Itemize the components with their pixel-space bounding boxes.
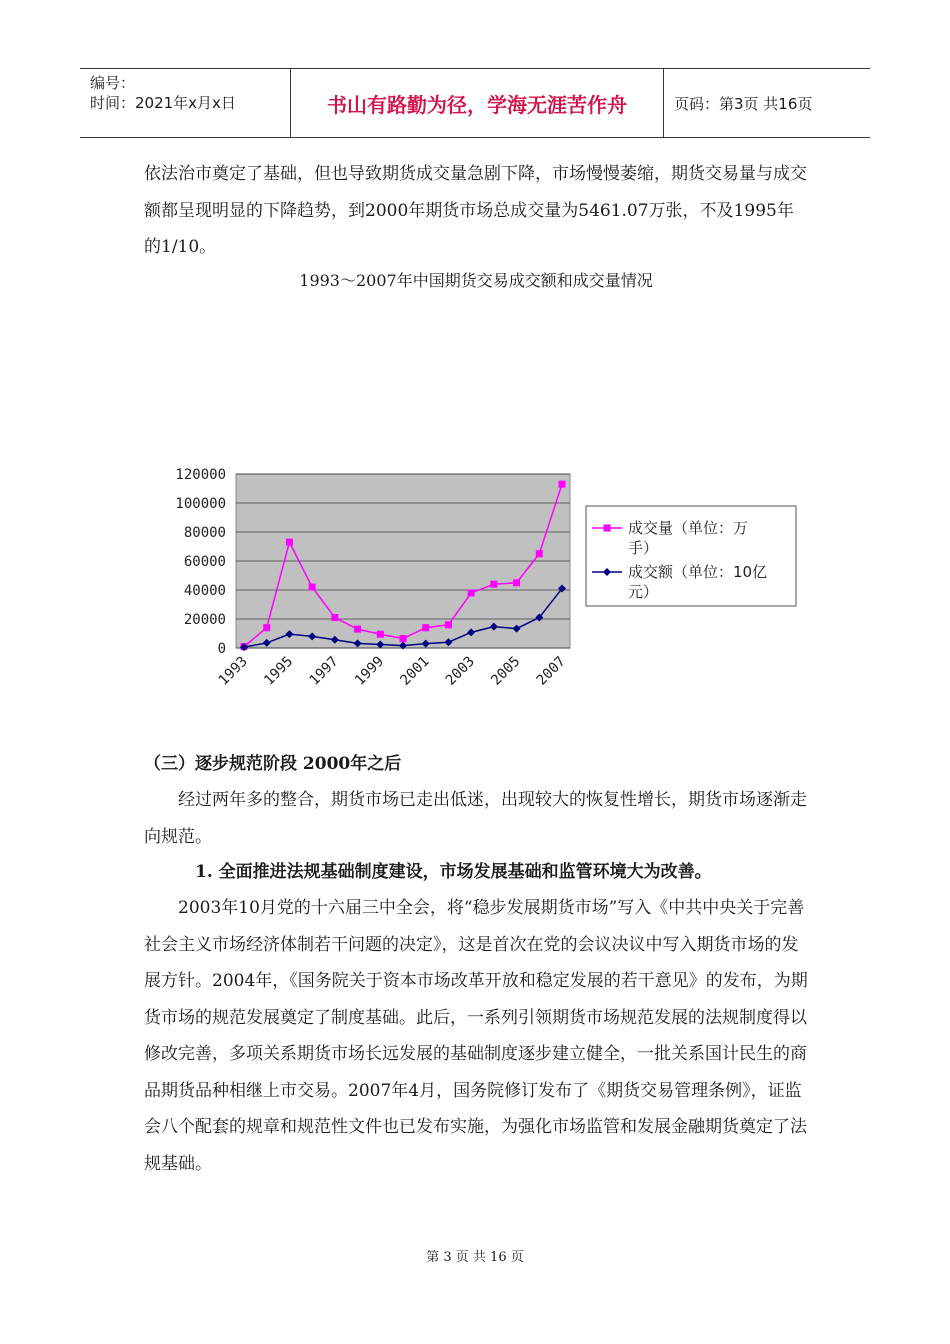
page-header — [80, 68, 870, 138]
legend-label-cont: 手） — [628, 539, 659, 557]
y-tick-labels — [175, 467, 226, 657]
legend-label-cont: 元） — [628, 583, 659, 601]
x-tick-label: 1999 — [351, 653, 388, 689]
legend-label: 成交额（单位：10亿 — [628, 563, 768, 581]
x-tick-label: 2001 — [397, 653, 433, 689]
data-point — [559, 481, 566, 488]
page-footer: 第 3 页 共 16 页 — [426, 1250, 524, 1265]
x-tick-label: 2005 — [488, 653, 524, 689]
paragraph-1: 依法治市奠定了基础，但也导致期货成交量急剧下降，市场慢慢萎缩，期货交易量与成交额都呈现明显的下降趋势，到2000年期货市场总成交量为5461.07万张，不及1995年的1/10。 — [144, 164, 807, 257]
y-tick-label: 120000 — [175, 467, 226, 483]
x-tick-label: 1997 — [306, 653, 342, 689]
chart-caption: 1993～2007年中国期货交易成交额和成交量情况 — [299, 271, 653, 290]
y-tick-label: 40000 — [183, 583, 226, 599]
data-point — [468, 589, 475, 596]
y-tick-label: 100000 — [175, 496, 226, 512]
section-3-heading: （三）逐步规范阶段 2000年之后 — [144, 754, 402, 774]
data-point — [536, 550, 543, 557]
x-tick-label: 1995 — [261, 653, 297, 689]
x-tick-label: 2007 — [533, 653, 569, 689]
paragraph-3: 2003年10月党的十六届三中全会，将“稳步发展期货市场”写入《中共中央关于完善社会主义市场经济体制若干问题的决定》，这是首次在党的会议决议中写入期货市场的发展方针。2004年，《国务院关于资本市场改革开放和稳定发展的若干意见》的发布，为期货市场的规范发展奠定了制度基础。此后，一系列引领期货市场规范发展的法规制度得以修改完善，多项关系期货市场长远发展的基础制度逐步建立健全，一批关系国计民生的商品期货品种相继上市交易。2007年4月，国务院修订发布了《期货交易管理条例》，证监会八个配套的规章和规范性文件也已发布实施，为强化市场监管和发展金融期货奠定了法规基础。 — [144, 898, 808, 1174]
data-point — [286, 539, 293, 546]
x-tick-label: 1993 — [215, 653, 251, 689]
x-tick-label: 2003 — [442, 653, 478, 689]
number-label: 编号： — [90, 74, 136, 92]
time-label: 时间：2021年x月x日 — [90, 94, 236, 112]
y-tick-label: 0 — [217, 641, 226, 657]
data-point — [331, 614, 338, 621]
legend-marker — [604, 525, 611, 532]
y-tick-label: 80000 — [183, 525, 226, 541]
data-point — [263, 624, 270, 631]
header-meta — [80, 69, 291, 137]
header-motto: 书山有路勤为径，学海无涯苦作舟 — [291, 69, 664, 137]
item-1-heading: 1. 全面推进法规基础制度建设，市场发展基础和监管环境大为改善。 — [195, 862, 712, 882]
data-point — [445, 621, 452, 628]
y-tick-label: 20000 — [183, 612, 226, 628]
header-page-info: 页码：第3页 共16页 — [674, 94, 813, 113]
legend-label: 成交量（单位：万 — [628, 519, 749, 537]
x-tick-labels — [216, 654, 569, 689]
data-point — [422, 624, 429, 631]
data-point — [309, 584, 316, 591]
data-point — [400, 635, 407, 642]
data-point — [354, 626, 361, 633]
data-point — [513, 579, 520, 586]
data-point — [490, 581, 497, 588]
legend — [586, 506, 796, 606]
y-tick-label: 60000 — [183, 554, 226, 570]
paragraph-2: 经过两年多的整合，期货市场已走出低迷，出现较大的恢复性增长，期货市场逐渐走向规范。 — [144, 790, 807, 847]
data-point — [377, 631, 384, 638]
futures-chart — [140, 460, 810, 730]
